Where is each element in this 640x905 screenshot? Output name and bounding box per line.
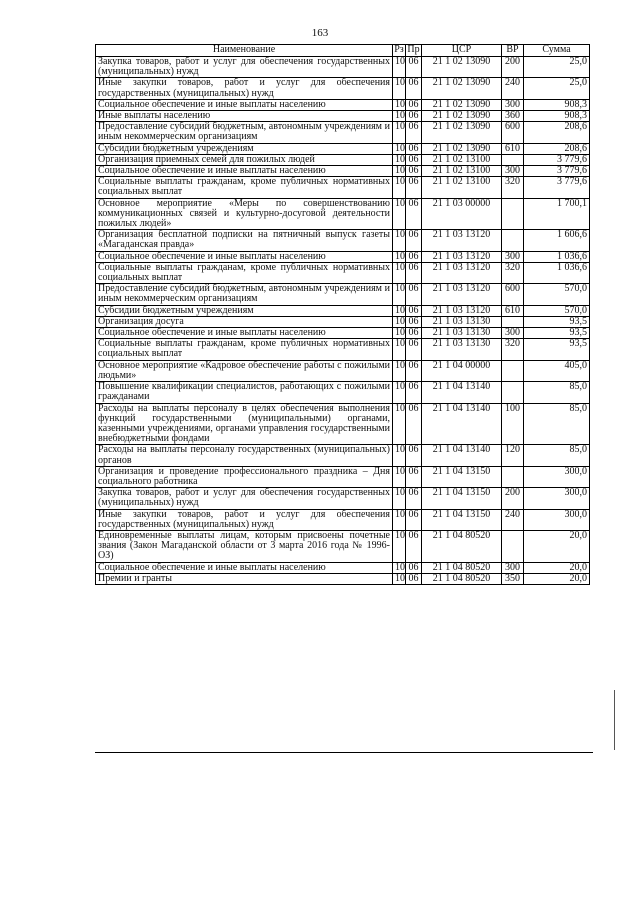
bottom-rule <box>95 752 593 753</box>
cell-vr: 300 <box>502 251 524 262</box>
cell-name: Расходы на выплаты персоналу государственных (муниципальных) органов <box>96 445 393 466</box>
cell-vr: 350 <box>502 573 524 584</box>
cell-rz: 10 <box>393 78 406 99</box>
cell-rz: 10 <box>393 573 406 584</box>
cell-sum: 20,0 <box>524 530 590 562</box>
cell-rz: 10 <box>393 99 406 110</box>
cell-rz: 10 <box>393 177 406 198</box>
cell-name: Предоставление субсидий бюджетным, автономным учреждениям и иным некоммерческим организациям <box>96 122 393 143</box>
cell-sum: 20,0 <box>524 562 590 573</box>
cell-sum: 93,5 <box>524 328 590 339</box>
budget-table <box>95 44 590 585</box>
cell-rz: 10 <box>393 262 406 283</box>
table-row <box>96 166 590 177</box>
table-row <box>96 99 590 110</box>
cell-rz: 10 <box>393 166 406 177</box>
cell-name: Премии и гранты <box>96 573 393 584</box>
cell-name: Закупка товаров, работ и услуг для обеспечения государственных (муниципальных) нужд <box>96 57 393 78</box>
cell-pr: 06 <box>406 316 422 327</box>
cell-pr: 06 <box>406 143 422 154</box>
cell-vr <box>502 360 524 381</box>
cell-pr: 06 <box>406 154 422 165</box>
cell-pr: 06 <box>406 466 422 487</box>
cell-sum: 300,0 <box>524 488 590 509</box>
cell-csr: 21 1 03 13130 <box>422 316 502 327</box>
cell-name: Иные закупки товаров, работ и услуг для обеспечения государственных (муниципальных) нужд <box>96 509 393 530</box>
cell-pr: 06 <box>406 382 422 403</box>
cell-pr: 06 <box>406 562 422 573</box>
cell-csr: 21 1 04 13140 <box>422 445 502 466</box>
table-row <box>96 262 590 283</box>
cell-sum: 1 700,1 <box>524 198 590 230</box>
cell-sum: 85,0 <box>524 403 590 445</box>
cell-vr <box>502 230 524 251</box>
header-pr: Пр <box>407 44 420 55</box>
cell-rz: 10 <box>393 445 406 466</box>
cell-rz: 10 <box>393 488 406 509</box>
table-row <box>96 198 590 230</box>
cell-name: Расходы на выплаты персоналу в целях обеспечения выполнения функций государственными (муниципальными) органами, казенными учреждениями, органами управления государственными внебюджетными фондами <box>96 403 393 445</box>
cell-vr: 300 <box>502 99 524 110</box>
cell-rz: 10 <box>393 382 406 403</box>
cell-name: Организация и проведение профессионального праздника – Дня социального работника <box>96 466 393 487</box>
cell-name: Социальное обеспечение и иные выплаты населению <box>96 99 393 110</box>
cell-name: Организация бесплатной подписки на пятничный выпуск газеты «Магаданская правда» <box>96 230 393 251</box>
table-row <box>96 403 590 445</box>
cell-sum: 3 779,6 <box>524 177 590 198</box>
cell-csr: 21 1 03 13120 <box>422 305 502 316</box>
cell-pr: 06 <box>406 403 422 445</box>
cell-name: Иные закупки товаров, работ и услуг для обеспечения государственных (муниципальных) нужд <box>96 78 393 99</box>
cell-name: Закупка товаров, работ и услуг для обеспечения государственных (муниципальных) нужд <box>96 488 393 509</box>
cell-sum: 85,0 <box>524 382 590 403</box>
cell-pr: 06 <box>406 230 422 251</box>
cell-vr: 600 <box>502 122 524 143</box>
cell-pr: 06 <box>406 78 422 99</box>
cell-vr <box>502 382 524 403</box>
cell-pr: 06 <box>406 284 422 305</box>
table-row <box>96 509 590 530</box>
cell-vr: 200 <box>502 57 524 78</box>
cell-csr: 21 1 04 80520 <box>422 573 502 584</box>
cell-name: Социальное обеспечение и иные выплаты населению <box>96 166 393 177</box>
table-row <box>96 328 590 339</box>
cell-csr: 21 1 03 13130 <box>422 328 502 339</box>
cell-sum: 908,3 <box>524 111 590 122</box>
cell-csr: 21 1 04 13150 <box>422 466 502 487</box>
table-row <box>96 573 590 584</box>
cell-csr: 21 1 03 13120 <box>422 230 502 251</box>
cell-vr: 200 <box>502 488 524 509</box>
cell-vr: 120 <box>502 445 524 466</box>
cell-vr: 610 <box>502 143 524 154</box>
cell-rz: 10 <box>393 57 406 78</box>
cell-name: Иные выплаты населению <box>96 111 393 122</box>
cell-pr: 06 <box>406 177 422 198</box>
cell-csr: 21 1 02 13090 <box>422 57 502 78</box>
cell-csr: 21 1 04 00000 <box>422 360 502 381</box>
cell-rz: 10 <box>393 509 406 530</box>
table-row <box>96 445 590 466</box>
cell-vr: 300 <box>502 562 524 573</box>
table-row <box>96 143 590 154</box>
cell-sum: 1 036,6 <box>524 262 590 283</box>
cell-pr: 06 <box>406 530 422 562</box>
cell-rz: 10 <box>393 111 406 122</box>
table-row <box>96 305 590 316</box>
table-row <box>96 284 590 305</box>
cell-csr: 21 1 04 13140 <box>422 403 502 445</box>
cell-pr: 06 <box>406 305 422 316</box>
cell-pr: 06 <box>406 262 422 283</box>
cell-sum: 208,6 <box>524 143 590 154</box>
cell-pr: 06 <box>406 360 422 381</box>
cell-rz: 10 <box>393 122 406 143</box>
cell-pr: 06 <box>406 198 422 230</box>
cell-name: Организация досуга <box>96 316 393 327</box>
cell-rz: 10 <box>393 230 406 251</box>
cell-sum: 208,6 <box>524 122 590 143</box>
cell-vr <box>502 154 524 165</box>
header-name: Наименование <box>96 45 393 57</box>
cell-name: Единовременные выплаты лицам, которым присвоены почетные звания (Закон Магаданской области от 3 марта 2016 года № 1996-ОЗ) <box>96 530 393 562</box>
cell-name: Основное мероприятие «Меры по совершенствованию коммуникационных связей и культурно-досуговой деятельности пожилых людей» <box>96 198 393 230</box>
cell-sum: 300,0 <box>524 509 590 530</box>
cell-rz: 10 <box>393 154 406 165</box>
table-header-row <box>96 45 590 57</box>
cell-sum: 1 606,6 <box>524 230 590 251</box>
cell-name: Субсидии бюджетным учреждениям <box>96 143 393 154</box>
table-row <box>96 562 590 573</box>
cell-rz: 10 <box>393 562 406 573</box>
cell-vr <box>502 466 524 487</box>
table-row <box>96 360 590 381</box>
cell-csr: 21 1 04 13140 <box>422 382 502 403</box>
cell-rz: 10 <box>393 466 406 487</box>
cell-sum: 25,0 <box>524 57 590 78</box>
cell-pr: 06 <box>406 99 422 110</box>
cell-csr: 21 1 02 13090 <box>422 111 502 122</box>
cell-rz: 10 <box>393 251 406 262</box>
cell-vr: 610 <box>502 305 524 316</box>
table-row <box>96 382 590 403</box>
cell-sum: 300,0 <box>524 466 590 487</box>
cell-rz: 10 <box>393 360 406 381</box>
cell-csr: 21 1 03 13120 <box>422 262 502 283</box>
header-vr: ВР <box>502 45 524 57</box>
table-row <box>96 57 590 78</box>
cell-sum: 908,3 <box>524 99 590 110</box>
cell-rz: 10 <box>393 284 406 305</box>
cell-rz: 10 <box>393 339 406 360</box>
cell-sum: 570,0 <box>524 284 590 305</box>
cell-vr: 240 <box>502 78 524 99</box>
cell-vr <box>502 198 524 230</box>
cell-rz: 10 <box>393 403 406 445</box>
cell-pr: 06 <box>406 251 422 262</box>
cell-vr <box>502 316 524 327</box>
cell-pr: 06 <box>406 111 422 122</box>
table-row <box>96 230 590 251</box>
cell-csr: 21 1 04 80520 <box>422 530 502 562</box>
cell-vr: 300 <box>502 328 524 339</box>
table-row <box>96 488 590 509</box>
cell-rz: 10 <box>393 328 406 339</box>
table-row <box>96 530 590 562</box>
table-row <box>96 251 590 262</box>
cell-name: Социальное обеспечение и иные выплаты населению <box>96 328 393 339</box>
cell-name: Социальное обеспечение и иные выплаты населению <box>96 251 393 262</box>
cell-pr: 06 <box>406 445 422 466</box>
cell-sum: 93,5 <box>524 316 590 327</box>
cell-rz: 10 <box>393 530 406 562</box>
cell-csr: 21 1 03 13130 <box>422 339 502 360</box>
cell-vr: 100 <box>502 403 524 445</box>
cell-pr: 06 <box>406 339 422 360</box>
cell-name: Социальные выплаты гражданам, кроме публичных нормативных социальных выплат <box>96 262 393 283</box>
cell-csr: 21 1 02 13090 <box>422 122 502 143</box>
cell-pr: 06 <box>406 488 422 509</box>
cell-sum: 1 036,6 <box>524 251 590 262</box>
cell-pr: 06 <box>406 573 422 584</box>
cell-sum: 93,5 <box>524 339 590 360</box>
cell-sum: 25,0 <box>524 78 590 99</box>
cell-csr: 21 1 04 80520 <box>422 562 502 573</box>
cell-vr: 240 <box>502 509 524 530</box>
cell-csr: 21 1 02 13100 <box>422 177 502 198</box>
cell-name: Социальные выплаты гражданам, кроме публичных нормативных социальных выплат <box>96 177 393 198</box>
header-rz: Рз <box>394 44 404 55</box>
table-row <box>96 339 590 360</box>
cell-name: Предоставление субсидий бюджетным, автономным учреждениям и иным некоммерческим организациям <box>96 284 393 305</box>
cell-sum: 405,0 <box>524 360 590 381</box>
cell-pr: 06 <box>406 122 422 143</box>
cell-csr: 21 1 04 13150 <box>422 509 502 530</box>
cell-vr <box>502 530 524 562</box>
cell-csr: 21 1 03 13120 <box>422 284 502 305</box>
cell-pr: 06 <box>406 166 422 177</box>
table-row <box>96 111 590 122</box>
cell-sum: 570,0 <box>524 305 590 316</box>
table-body <box>96 57 590 585</box>
cell-csr: 21 1 02 13090 <box>422 99 502 110</box>
cell-csr: 21 1 02 13100 <box>422 166 502 177</box>
cell-csr: 21 1 02 13090 <box>422 143 502 154</box>
table-row <box>96 122 590 143</box>
cell-csr: 21 1 02 13090 <box>422 78 502 99</box>
cell-name: Повышение квалификации специалистов, работающих с пожилыми гражданами <box>96 382 393 403</box>
page-number: 163 <box>311 27 329 39</box>
cell-pr: 06 <box>406 328 422 339</box>
cell-vr: 360 <box>502 111 524 122</box>
cell-sum: 20,0 <box>524 573 590 584</box>
cell-pr: 06 <box>406 57 422 78</box>
cell-vr: 320 <box>502 262 524 283</box>
cell-sum: 85,0 <box>524 445 590 466</box>
cell-name: Социальное обеспечение и иные выплаты населению <box>96 562 393 573</box>
cell-name: Социальные выплаты гражданам, кроме публичных нормативных социальных выплат <box>96 339 393 360</box>
table-row <box>96 466 590 487</box>
cell-rz: 10 <box>393 305 406 316</box>
header-csr: ЦСР <box>422 45 502 57</box>
cell-csr: 21 1 04 13150 <box>422 488 502 509</box>
cell-name: Субсидии бюджетным учреждениям <box>96 305 393 316</box>
cell-csr: 21 1 03 00000 <box>422 198 502 230</box>
cell-vr: 320 <box>502 177 524 198</box>
cell-rz: 10 <box>393 198 406 230</box>
table-row <box>96 316 590 327</box>
table-row <box>96 177 590 198</box>
cell-sum: 3 779,6 <box>524 166 590 177</box>
table-row <box>96 78 590 99</box>
table-row <box>96 154 590 165</box>
cell-rz: 10 <box>393 143 406 154</box>
cell-name: Организация приемных семей для пожилых людей <box>96 154 393 165</box>
cell-csr: 21 1 02 13100 <box>422 154 502 165</box>
cell-rz: 10 <box>393 316 406 327</box>
cell-vr: 600 <box>502 284 524 305</box>
cell-pr: 06 <box>406 509 422 530</box>
cell-vr: 320 <box>502 339 524 360</box>
header-sum: Сумма <box>524 45 590 57</box>
cell-sum: 3 779,6 <box>524 154 590 165</box>
cell-vr: 300 <box>502 166 524 177</box>
cell-name: Основное мероприятие «Кадровое обеспечение работы с пожилыми людьми» <box>96 360 393 381</box>
cell-csr: 21 1 03 13120 <box>422 251 502 262</box>
page-edge-mark <box>614 690 615 750</box>
